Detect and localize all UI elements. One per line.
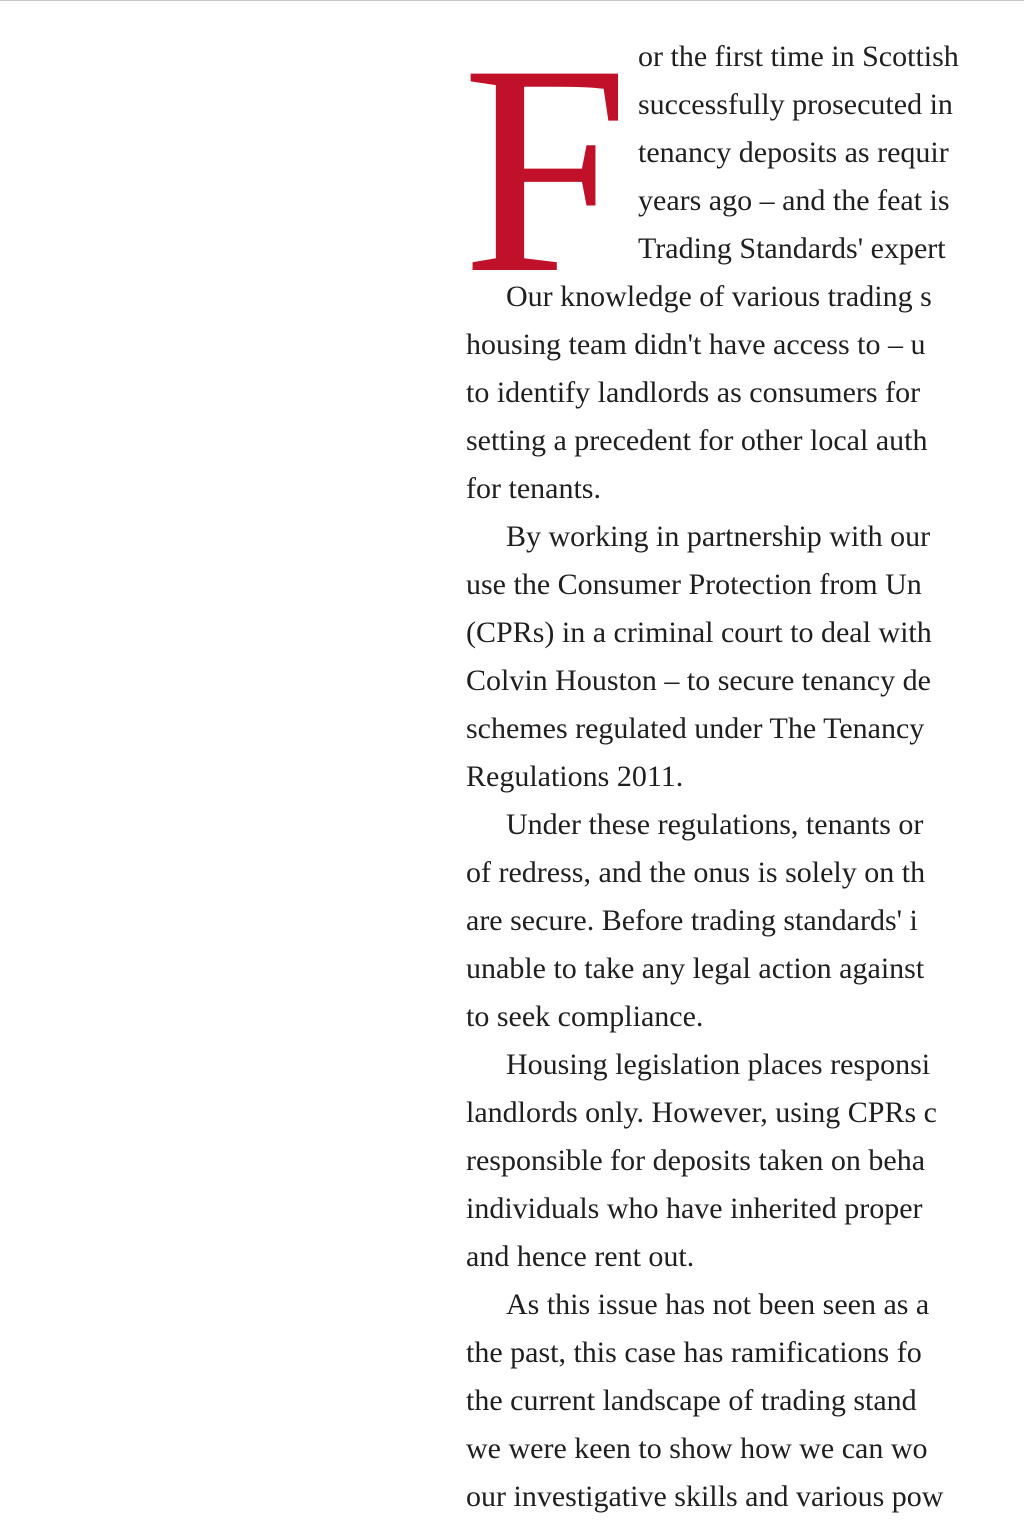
paragraph-ramifications <box>466 1281 1024 1521</box>
text-line: (CPRs) in a criminal court to deal with <box>466 616 932 649</box>
text-line: to identify landlords as consumers for <box>466 376 921 409</box>
text-line: successfully prosecuted in <box>638 88 953 121</box>
text-line: Our knowledge of various trading s <box>506 280 932 313</box>
paragraph-partnership <box>466 513 1024 801</box>
text-line: Regulations 2011. <box>466 760 684 793</box>
text-line: tenancy deposits as requir <box>638 136 949 169</box>
article-body <box>462 3 1024 1521</box>
text-line: setting a precedent for other local auth <box>466 424 928 457</box>
text-line: and hence rent out. <box>466 1240 695 1273</box>
text-line: or the first time in Scottish <box>638 40 959 73</box>
text-line: years ago – and the feat is <box>638 184 950 217</box>
text-line: As this issue has not been seen as a <box>506 1288 930 1321</box>
top-divider <box>0 0 1024 1</box>
text-line: By working in partnership with our <box>506 520 931 553</box>
text-line: housing team didn't have access to – u <box>466 328 926 361</box>
text-line: are secure. Before trading standards' i <box>466 904 918 937</box>
text-line: for tenants. <box>466 472 601 505</box>
text-line: Trading Standards' expert <box>638 232 946 265</box>
paragraph-legislation <box>466 1041 1024 1281</box>
text-line: our investigative skills and various pow <box>466 1480 944 1513</box>
text-line: individuals who have inherited proper <box>466 1192 923 1225</box>
text-line: landlords only. However, using CPRs c <box>466 1096 937 1129</box>
text-line: schemes regulated under The Tenancy <box>466 712 925 745</box>
text-line: responsible for deposits taken on beha <box>466 1144 926 1177</box>
paragraph-regulations <box>466 801 1024 1041</box>
dropcap-letter: F <box>462 3 629 335</box>
text-line: to seek compliance. <box>466 1000 704 1033</box>
text-line: the past, this case has ramifications fo <box>466 1336 922 1369</box>
text-line: Housing legislation places responsi <box>506 1048 931 1081</box>
text-line: unable to take any legal action against <box>466 952 925 985</box>
text-line: we were keen to show how we can wo <box>466 1432 928 1465</box>
text-line: of redress, and the onus is solely on th <box>466 856 926 889</box>
text-line: Under these regulations, tenants or <box>506 808 924 841</box>
text-line: use the Consumer Protection from Un <box>466 568 922 601</box>
text-line: the current landscape of trading stand <box>466 1384 917 1417</box>
text-line: Colvin Houston – to secure tenancy de <box>466 664 931 697</box>
